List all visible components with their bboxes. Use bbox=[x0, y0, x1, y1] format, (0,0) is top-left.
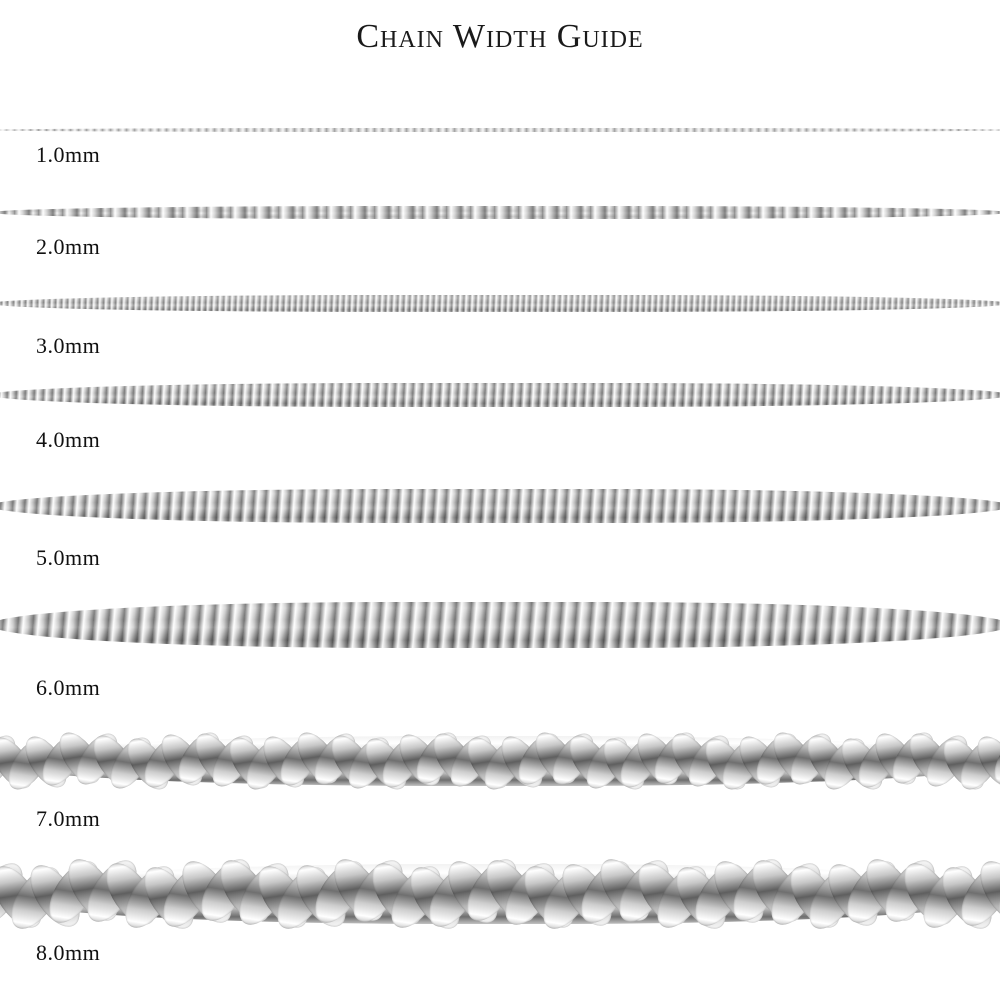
chain-label-6-0mm: 6.0mm bbox=[36, 675, 101, 700]
chain-label-1-0mm: 1.0mm bbox=[36, 142, 101, 167]
chain-label-5-0mm: 5.0mm bbox=[36, 545, 101, 570]
chain-strand bbox=[0, 602, 1000, 648]
chain-label-3-0mm: 3.0mm bbox=[36, 333, 101, 358]
page-title: Chain Width Guide bbox=[356, 18, 644, 55]
chain-5-0mm bbox=[0, 489, 1000, 529]
chain-strand bbox=[0, 206, 1000, 219]
chain-strand bbox=[0, 383, 1000, 407]
chain-3-0mm bbox=[0, 295, 1000, 319]
chain-strand bbox=[0, 489, 1000, 523]
chain-label-2-0mm: 2.0mm bbox=[36, 234, 101, 259]
chain-label-8-0mm: 8.0mm bbox=[36, 940, 101, 965]
chain-1-0mm bbox=[0, 128, 1000, 138]
chain-strand bbox=[0, 722, 1000, 800]
chain-strand bbox=[0, 848, 1000, 940]
chain-strand bbox=[0, 128, 1000, 132]
chain-4-0mm bbox=[0, 383, 1000, 413]
chain-6-0mm bbox=[0, 602, 1000, 654]
chain-8-0mm bbox=[0, 848, 1000, 940]
chain-label-4-0mm: 4.0mm bbox=[36, 427, 101, 452]
chain-label-7-0mm: 7.0mm bbox=[36, 806, 101, 831]
chain-strand bbox=[0, 295, 1000, 312]
chain-2-0mm bbox=[0, 206, 1000, 226]
chain-7-0mm bbox=[0, 722, 1000, 800]
